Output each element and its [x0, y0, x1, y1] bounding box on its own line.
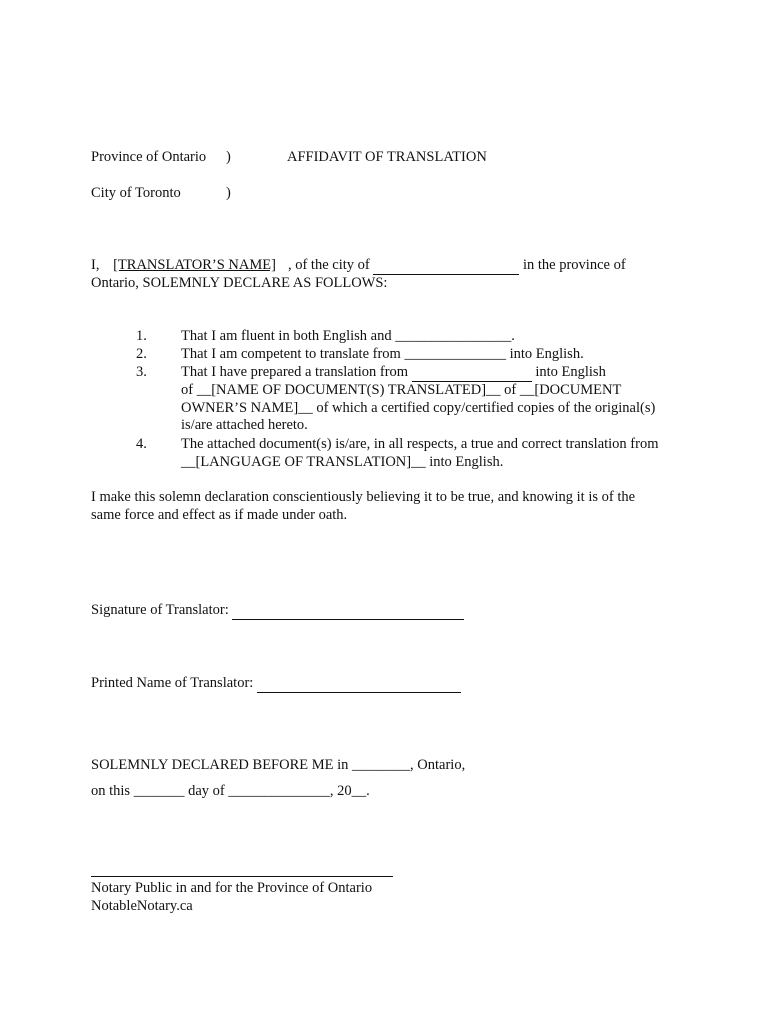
signature-line[interactable]	[232, 601, 464, 620]
list-item-text: That I am fluent in both English and ________________.	[181, 328, 515, 344]
list-item-number: 4.	[136, 436, 147, 452]
declaration-line-2: Ontario, SOLEMNLY DECLARE AS FOLLOWS:	[91, 275, 388, 291]
printed-name-row	[91, 674, 461, 693]
list-item-number: 1.	[136, 328, 147, 344]
bracket-paren: )	[226, 149, 231, 165]
list-item-text: is/are attached hereto.	[181, 417, 308, 433]
notary-caption: Notary Public in and for the Province of Ontario	[91, 880, 373, 896]
list-item-text	[181, 363, 606, 382]
list-item-text: __[LANGUAGE OF TRANSLATION]__ into English.	[181, 454, 504, 470]
document-title: AFFIDAVIT OF TRANSLATION	[287, 149, 487, 165]
printed-name-label: Printed Name of Translator:	[91, 675, 254, 691]
signature-label: Signature of Translator:	[91, 602, 229, 618]
list-item-text-part: into English	[531, 364, 606, 380]
list-item-text-part: That I have prepared a translation from	[181, 364, 409, 380]
declared-date-line: on this _______ day of ______________, 20__.	[91, 783, 370, 799]
oath-paragraph-line-1: I make this solemn declaration conscientiously believing it to be true, and knowing it is of the	[91, 489, 636, 505]
declaration-line-1	[91, 256, 626, 275]
translator-name-field[interactable]: [TRANSLATOR’S NAME]	[113, 257, 276, 273]
list-item-number: 2.	[136, 346, 147, 362]
list-item-text: That I am competent to translate from ______________ into English.	[181, 346, 584, 362]
printed-name-line[interactable]	[257, 674, 461, 693]
city-label: City of Toronto	[91, 185, 181, 201]
province-label: Province of Ontario	[91, 149, 207, 165]
in-province-text: in the province of	[519, 257, 626, 273]
list-item-text: OWNER’S NAME]__ of which a certified copy/certified copies of the original(s)	[181, 400, 656, 416]
oath-paragraph-line-2: same force and effect as if made under oath.	[91, 507, 348, 523]
list-item-number: 3.	[136, 364, 147, 380]
city-blank-line[interactable]	[373, 256, 519, 275]
declared-before-line: SOLEMNLY DECLARED BEFORE ME in ________, Ontario,	[91, 757, 466, 773]
declaration-prefix: I,	[91, 257, 104, 273]
list-item-text: of __[NAME OF DOCUMENT(S) TRANSLATED]__ of __[DOCUMENT	[181, 382, 622, 398]
signature-row	[91, 601, 464, 620]
list-item-text: The attached document(s) is/are, in all respects, a true and correct translation from	[181, 436, 659, 452]
source-language-blank[interactable]	[412, 363, 532, 382]
bracket-paren: )	[226, 185, 231, 201]
of-city-text: , of the city of	[287, 257, 374, 273]
notary-website: NotableNotary.ca	[91, 898, 193, 914]
notary-signature-line[interactable]	[91, 876, 393, 877]
